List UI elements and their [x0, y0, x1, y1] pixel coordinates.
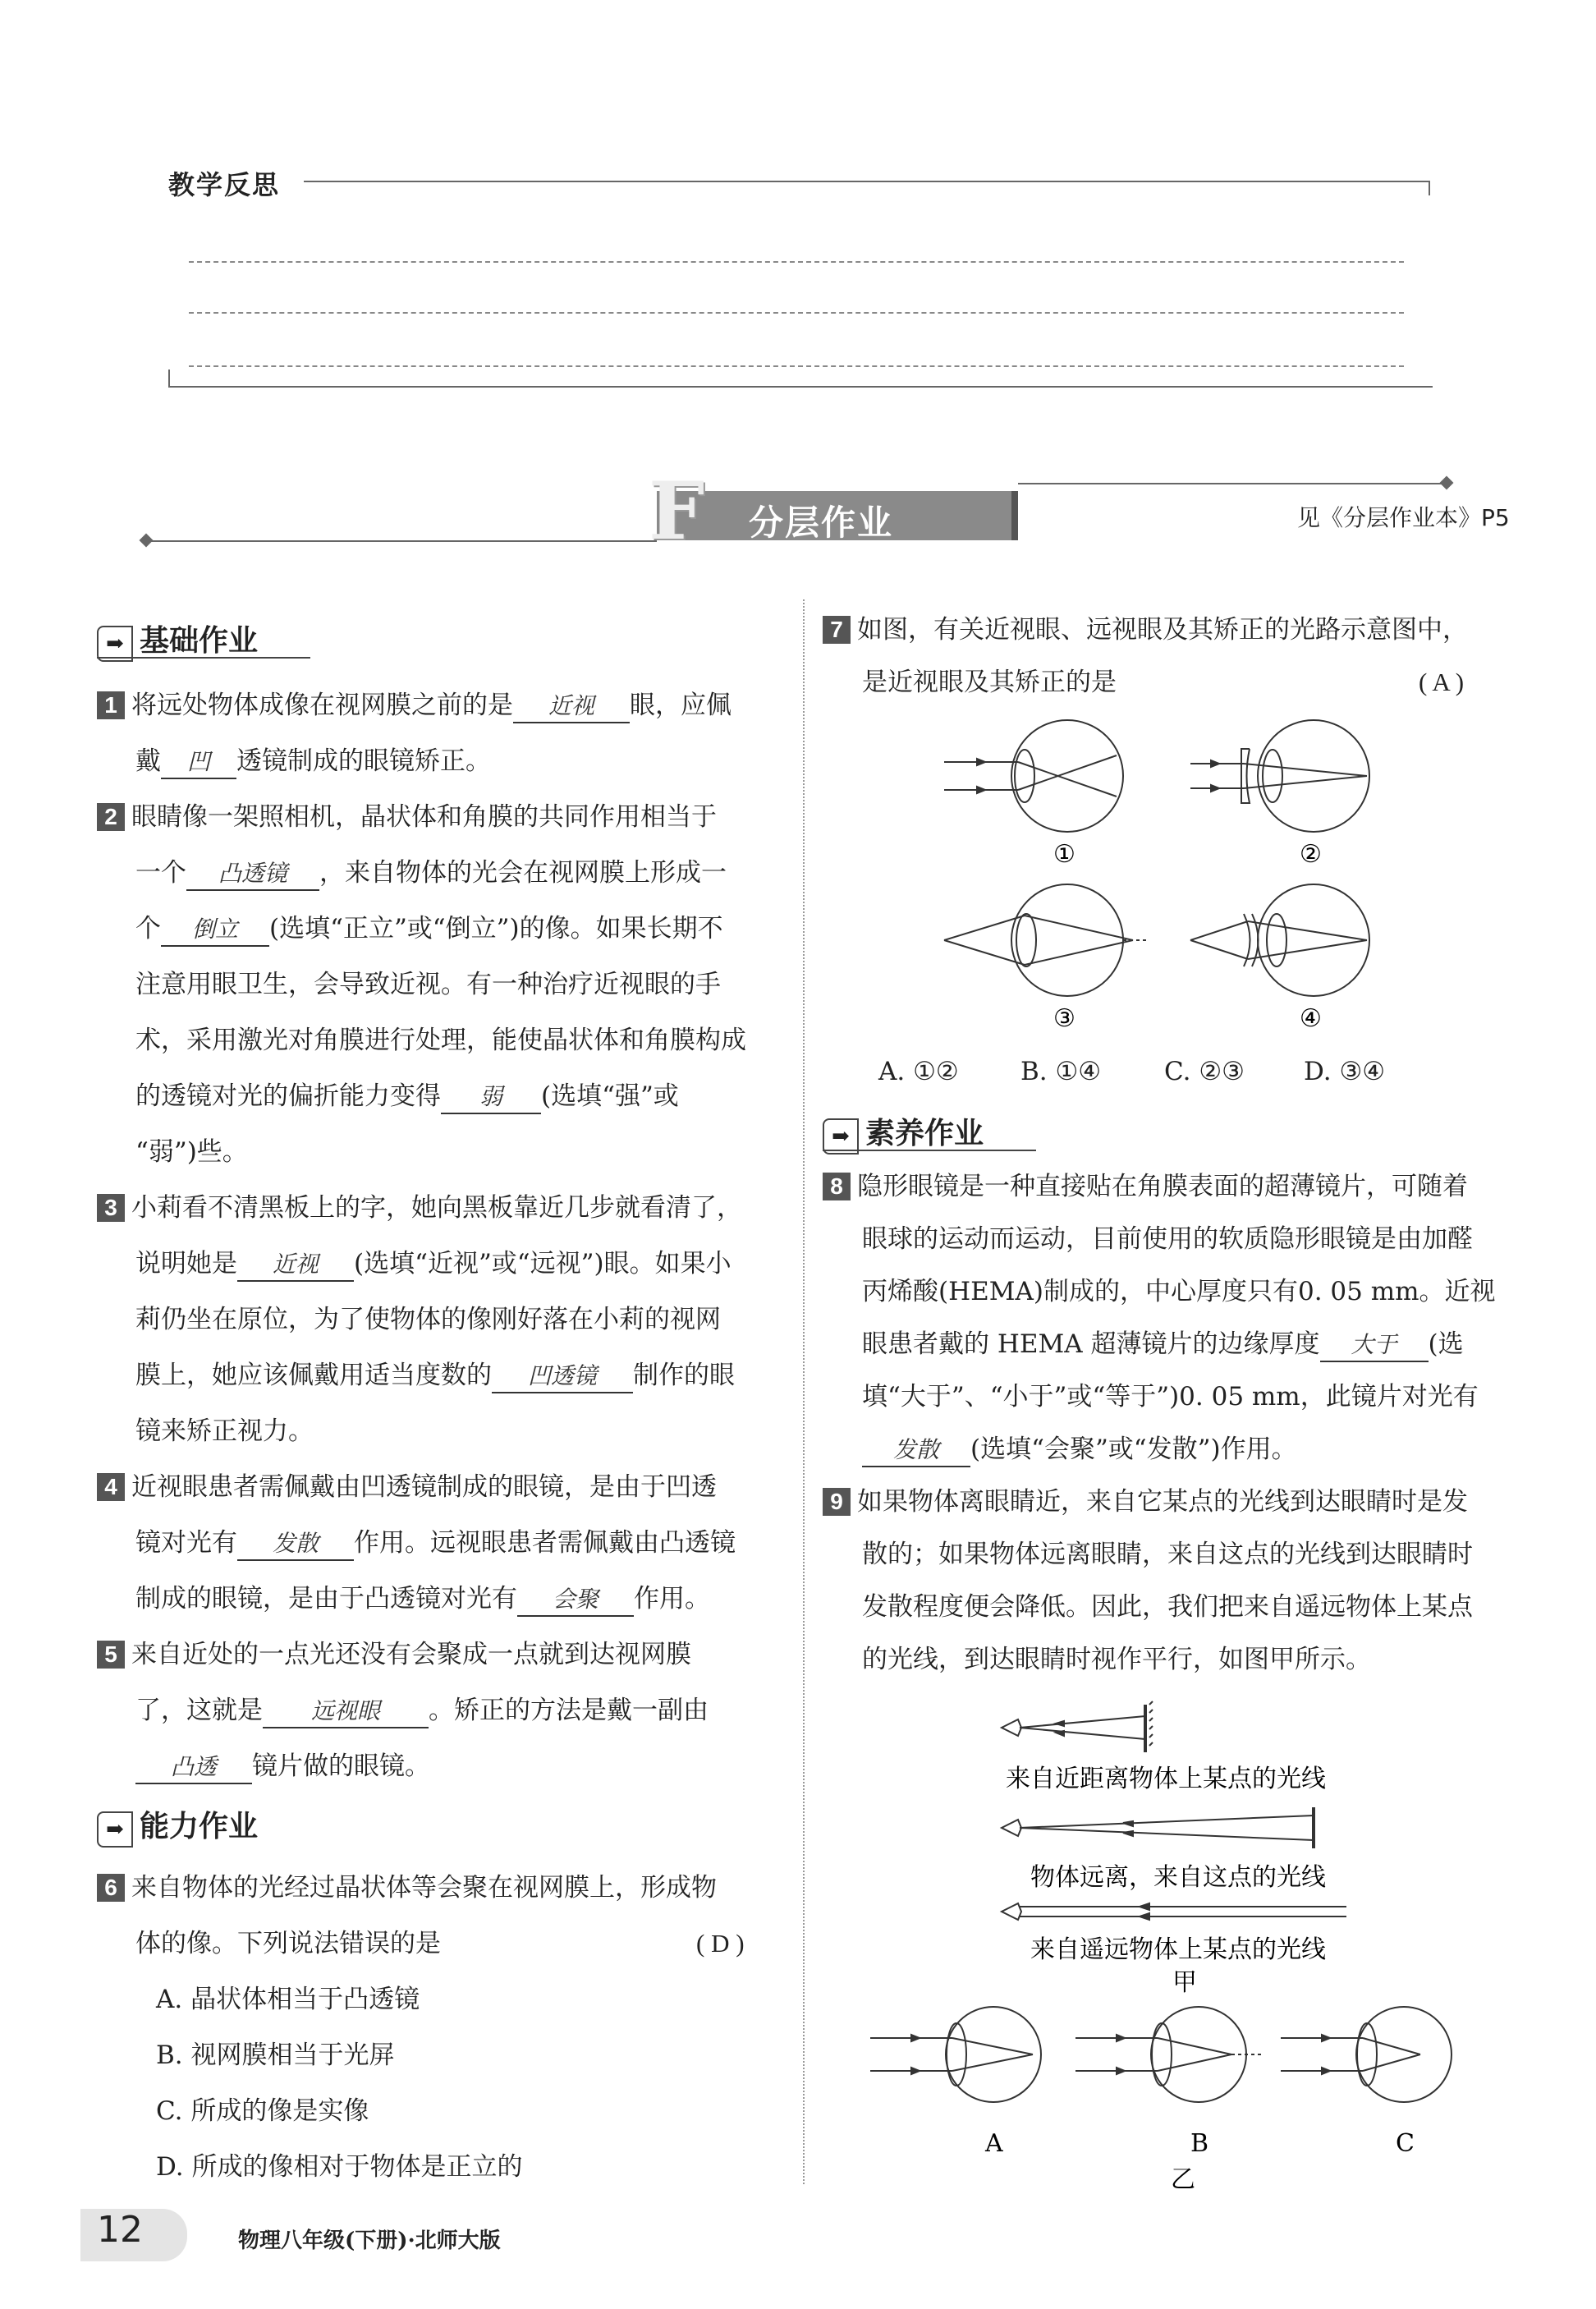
q1-line-2: 戴 凹 透镜制成的眼镜矫正。 — [135, 746, 491, 779]
banner-bar — [1011, 491, 1018, 540]
q9-fig-a-caption-3: 来自遥远物体上某点的光线 — [1030, 1935, 1326, 1964]
section-arrow-icon: ➡ — [97, 1811, 133, 1848]
reflection-label: 教学反思 — [168, 169, 281, 200]
q8-line-2: 眼球的运动而运动，目前使用的软质隐形眼镜是由加醛 — [862, 1224, 1473, 1254]
reflection-bottom-rule — [168, 386, 1433, 388]
banner-right-rule — [1018, 483, 1445, 484]
section-ability-title: 能力作业 — [140, 1810, 259, 1843]
footer-book: 物理八年级(下册)·北师大版 — [238, 2229, 501, 2253]
q7-label-4: ④ — [1300, 1004, 1322, 1033]
q4-answer-1: 发散 — [237, 1528, 354, 1561]
q3-number: 3 — [97, 1194, 125, 1222]
section-basic — [97, 617, 258, 662]
q9-figure-a — [985, 1696, 1371, 2004]
q2-line-4: 注意用眼卫生，会导致近视。有一种治疗近视眼的手 — [135, 970, 721, 999]
q7-answer: ( A ) — [1419, 668, 1465, 696]
q9-fig-a-caption-2: 物体远离，来自这点的光线 — [1030, 1863, 1326, 1892]
q7-option-b: B. ①④ — [1020, 1057, 1102, 1086]
q7-number: 7 — [823, 616, 851, 644]
q7-label-1: ① — [1053, 840, 1075, 869]
reflection-line-1 — [189, 261, 1404, 263]
section-literacy-title: 素养作业 — [865, 1117, 984, 1150]
q7-figure — [920, 714, 1412, 1043]
q3-answer-1: 近视 — [237, 1249, 354, 1282]
reflection-left-tick — [168, 370, 170, 386]
ref-note: 见《分层作业本》P5 — [1297, 504, 1510, 531]
q8-line-6: 发散 (选填“会聚”或“发散”)作用。 — [862, 1434, 1297, 1467]
q9-fig-a-label: 甲 — [1172, 1968, 1197, 1997]
q1-number: 1 — [97, 691, 125, 719]
q9-line-1: 9 如果物体离眼睛近，来自它某点的光线到达眼睛时是发 — [823, 1486, 1468, 1517]
q8-answer-2: 发散 — [862, 1435, 970, 1467]
q3-line-2: 说明她是 近视 (选填“近视”或“远视”)眼。如果小 — [135, 1248, 732, 1282]
q2-answer-3: 弱 — [441, 1081, 541, 1114]
q8-line-3: 丙烯酸(HEMA)制成的，中心厚度只有0. 05 mm。近视 — [862, 1277, 1496, 1306]
q4-line-2: 镜对光有 发散 作用。远视眼患者需佩戴由凸透镜 — [135, 1527, 736, 1561]
q3-line-1: 3 小莉看不清黑板上的字，她向黑板靠近几步就看清了， — [97, 1192, 742, 1223]
q1-answer-1: 近视 — [513, 691, 630, 723]
banner-dot-right — [1440, 476, 1454, 490]
q3-answer-2: 凹透镜 — [492, 1361, 633, 1393]
section-basic-rule — [97, 657, 310, 659]
q6-option-a: A. 晶状体相当于凸透镜 — [156, 1985, 420, 2014]
q9-line-2: 散的；如果物体远离眼睛，来自这点的光线到达眼睛时 — [862, 1540, 1473, 1569]
banner-letter: F — [649, 465, 705, 558]
q6-line-2: 体的像。下列说法错误的是 — [135, 1929, 441, 1958]
section-arrow-icon: ➡ — [97, 626, 133, 662]
eye-icon-1 — [1002, 1719, 1021, 1736]
q3-line-4: 膜上，她应该佩戴用适当度数的 凹透镜 制作的眼 — [135, 1360, 735, 1393]
q7-line-1: 7 如图，有关近视眼、远视眼及其矫正的光路示意图中， — [823, 614, 1468, 645]
q5-answer-2: 凸透 — [135, 1751, 252, 1784]
q2-line-6: 的透镜对光的偏折能力变得 弱 (选填“强”或 — [135, 1081, 679, 1114]
q8-line-5: 填“大于”、“小于”或“等于”)0. 05 mm，此镜片对光有 — [862, 1382, 1479, 1412]
q7-line-2: 是近视眼及其矫正的是 — [862, 668, 1117, 697]
q5-line-3: 凸透 镜片做的眼镜。 — [135, 1751, 430, 1784]
q8-answer-1: 大于 — [1320, 1329, 1429, 1362]
q5-answer-1: 远视眼 — [263, 1696, 429, 1728]
reflection-header — [168, 164, 1433, 394]
q7-eye-4 — [1190, 884, 1369, 996]
q2-answer-2: 倒立 — [161, 914, 269, 947]
q9-fig-b-label: 乙 — [1171, 2165, 1195, 2194]
section-literacy-rule — [823, 1150, 1036, 1151]
section-basic-title: 基础作业 — [140, 624, 259, 658]
section-arrow-icon: ➡ — [823, 1118, 859, 1154]
q9-fig-a-caption-1: 来自近距离物体上某点的光线 — [1006, 1765, 1326, 1793]
q2-answer-1: 凸透镜 — [186, 858, 319, 891]
q7-eye-2 — [1190, 720, 1369, 832]
q2-line-3: 个 倒立 (选填“正立”或“倒立”)的像。如果长期不 — [135, 913, 723, 947]
banner-title: 分层作业 — [749, 503, 894, 543]
column-divider — [803, 599, 805, 2184]
q4-line-1: 4 近视眼患者需佩戴由凹透镜制成的眼镜，是由于凹透 — [97, 1471, 717, 1503]
q2-line-1: 2 眼睛像一架照相机，晶状体和角膜的共同作用相当于 — [97, 801, 717, 833]
section-ability — [97, 1803, 258, 1848]
eye-icon-2 — [1002, 1820, 1021, 1836]
q6-option-b: B. 视网膜相当于光屏 — [156, 2040, 395, 2070]
q1-line-1: 1 将远处物体成像在视网膜之前的是 近视 眼，应佩 — [97, 690, 732, 723]
q8-number: 8 — [823, 1173, 851, 1200]
banner-dot-left — [140, 534, 154, 548]
q5-number: 5 — [97, 1641, 125, 1669]
q5-line-2: 了，这就是 远视眼 。矫正的方法是戴一副由 — [135, 1695, 709, 1728]
q9-number: 9 — [823, 1488, 851, 1516]
q6-option-c: C. 所成的像是实像 — [156, 2096, 369, 2126]
banner-box — [649, 465, 1016, 558]
reflection-line-3 — [189, 365, 1404, 367]
q9-fig-b-label-b: B — [1190, 2129, 1209, 2158]
q2-number: 2 — [97, 803, 125, 831]
q7-eye-3 — [944, 884, 1149, 996]
q8-line-1: 8 隐形眼镜是一种直接贴在角膜表面的超薄镜片，可随着 — [823, 1171, 1468, 1202]
reflection-line-2 — [189, 312, 1404, 314]
q2-line-7: “弱”)些。 — [135, 1137, 248, 1167]
q6-option-d: D. 所成的像相对于物体是正立的 — [156, 2152, 523, 2182]
q9-fig-b-label-c: C — [1396, 2129, 1415, 2158]
q6-number: 6 — [97, 1874, 125, 1902]
q1-answer-2: 凹 — [161, 746, 236, 779]
q6-line-1: 6 来自物体的光经过晶状体等会聚在视网膜上，形成物 — [97, 1872, 717, 1903]
reflection-right-tick — [1429, 181, 1430, 195]
q7-label-3: ③ — [1053, 1004, 1075, 1033]
q4-answer-2: 会聚 — [517, 1584, 634, 1617]
q4-line-3: 制成的眼镜，是由于凸透镜对光有 会聚 作用。 — [135, 1583, 710, 1617]
q2-line-2: 一个 凸透镜 ，来自物体的光会在视网膜上形成一 — [135, 857, 727, 891]
q7-label-2: ② — [1300, 840, 1322, 869]
q7-eye-1 — [944, 720, 1123, 832]
q8-line-4: 眼患者戴的 HEMA 超薄镜片的边缘厚度 大于 (选 — [862, 1329, 1464, 1362]
q4-number: 4 — [97, 1473, 125, 1501]
q5-line-1: 5 来自近处的一点光还没有会聚成一点就到达视网膜 — [97, 1639, 691, 1670]
q9-line-4: 的光线，到达眼睛时视作平行，如图甲所示。 — [862, 1645, 1371, 1674]
q2-line-5: 术，采用激光对角膜进行处理，能使晶状体和角膜构成 — [135, 1026, 746, 1055]
q9-line-3: 发散程度便会降低。因此，我们把来自遥远物体上某点 — [862, 1592, 1473, 1622]
eye-icon-3 — [1002, 1903, 1021, 1920]
section-literacy — [823, 1110, 984, 1154]
q6-answer: ( D ) — [696, 1929, 745, 1958]
q3-line-5: 镜来矫正视力。 — [135, 1416, 314, 1446]
q9-fig-b-label-a: A — [985, 2129, 1003, 2158]
q7-option-a: A. ①② — [878, 1057, 959, 1086]
q3-line-3: 莉仍坐在原位，为了使物体的像刚好落在小莉的视网 — [135, 1305, 721, 1334]
q7-option-c: C. ②③ — [1164, 1057, 1245, 1086]
page-number: 12 — [97, 2209, 143, 2251]
banner-left-rule — [148, 540, 657, 542]
q7-option-d: D. ③④ — [1304, 1057, 1386, 1086]
q9-figure-b — [862, 2004, 1486, 2194]
reflection-top-rule — [304, 181, 1429, 182]
